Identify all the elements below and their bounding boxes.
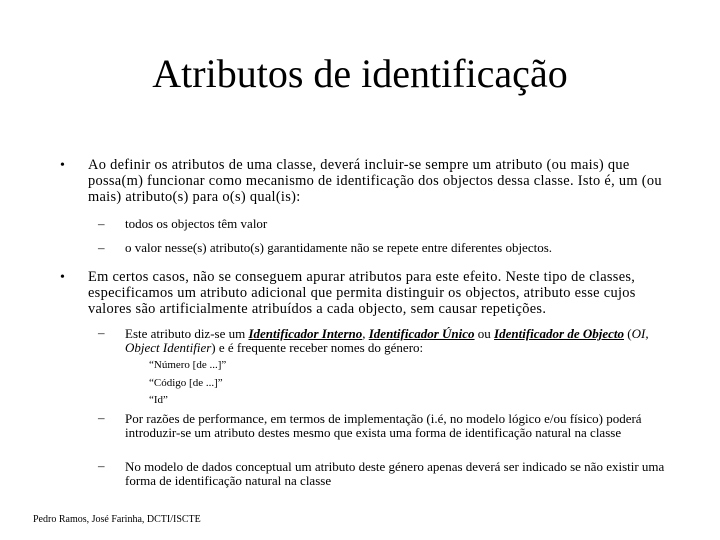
subitem-text: Este atributo diz-se um	[125, 326, 249, 341]
subitem-text: ) e é frequente receber nomes do género:	[211, 339, 424, 355]
bullet-1-subitem-1: todos os objectos têm valor	[125, 216, 268, 231]
bullet-2-subitem-2: Por razões de performance, em termos de implementação (i.é, no modelo lógico e/ou físico) poderá introduzir-se um atributo destes mesmo que exista uma forma de identificação natural na classe	[125, 411, 642, 440]
bullet-2-subitem-1	[125, 327, 665, 354]
bullet-2-text: Em certos casos, não se conseguem apurar atributos para este efeito. Neste tipo de classes, especificamos um atributo adicional que permita distinguir os objectos, atributo esse cujos valores são artificialmente atribuídos a cada objecto, sem causar repetições.	[88, 269, 636, 317]
dash-marker: –	[98, 216, 105, 231]
separator: (	[624, 326, 632, 341]
abbreviation: OI, Object Identifier	[125, 326, 649, 355]
term-identificador-unico: Identificador Único	[368, 326, 475, 341]
separator: ou	[474, 326, 495, 341]
quote-item: “Número [de ...]”	[149, 359, 227, 371]
bullet-2-subitem-3: No modelo de dados conceptual um atributo deste género apenas deverá ser indicado se não existir uma forma de identificação natural na classe	[125, 459, 665, 488]
bullet-1-subitem-2: o valor nesse(s) atributo(s) garantidamente não se repete entre diferentes objectos.	[125, 240, 553, 255]
footer-credits: Pedro Ramos, José Farinha, DCTI/ISCTE	[33, 514, 201, 525]
bullet-marker: •	[60, 158, 65, 173]
bullet-1-text: Ao definir os atributos de uma classe, deverá incluir-se sempre um atributo (ou mais) que possa(m) funcionar como mecanismo de identificação dos objectos dessa classe. Isto é, um (ou mais) atributo(s) para o(s) qual(is):	[88, 157, 662, 205]
separator: ,	[362, 326, 369, 341]
bullet-marker: •	[60, 270, 65, 285]
term-identificador-de-objecto: Identificador de Objecto	[494, 326, 625, 341]
dash-marker: –	[98, 458, 105, 473]
dash-marker: –	[98, 410, 105, 425]
term-identificador-interno: Identificador Interno	[248, 326, 363, 341]
quote-item: “Id”	[149, 394, 168, 406]
quote-item: “Código [de ...]”	[149, 377, 223, 389]
dash-marker: –	[98, 240, 105, 255]
dash-marker: –	[98, 325, 105, 340]
slide-title: Atributos de identificação	[152, 51, 568, 96]
